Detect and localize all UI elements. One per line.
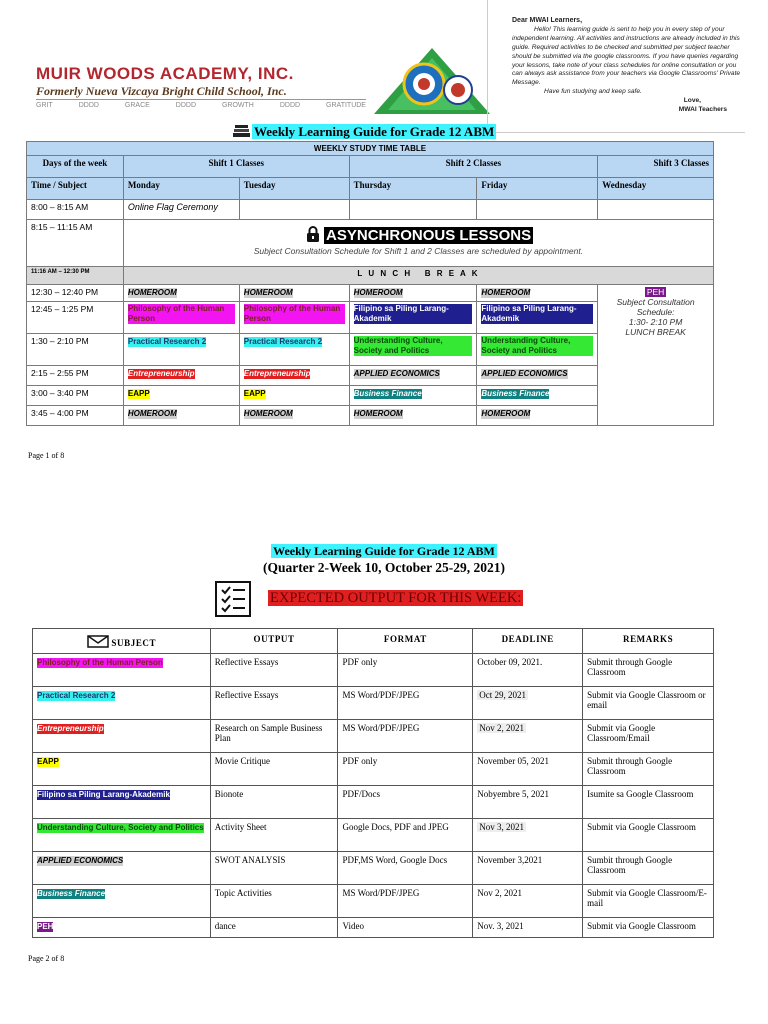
time-cell: 8:00 – 8:15 AM [27, 200, 124, 220]
letter-greeting: Dear MWAI Learners, [512, 17, 583, 24]
subject-cell: Filipino sa Piling Larang-Akademik [354, 304, 473, 324]
table-row [33, 885, 714, 918]
format-cell: MS Word/PDF/JPEG [338, 885, 473, 918]
time-cell: 3:00 – 3:40 PM [27, 386, 124, 406]
days-label: Days of the week [27, 156, 124, 178]
checklist-icon [214, 580, 252, 618]
subject-cell: Practical Research 2 [127, 337, 207, 346]
remarks-cell: Submit through Google Classroom [583, 753, 714, 786]
thursday-header: Thursday [349, 178, 477, 200]
remarks-cell: Submit via Google Classroom/E-mail [583, 885, 714, 918]
lunch-break-cell: L U N C H B R E A K [123, 267, 713, 285]
remarks-cell: Isumite sa Google Classroom [583, 786, 714, 819]
value-arrow: DDDD [175, 102, 197, 109]
wednesday-header: Wednesday [598, 178, 714, 200]
output-cell: Movie Critique [210, 753, 338, 786]
shift3-header: Shift 3 Classes [598, 156, 714, 178]
table-row [33, 918, 714, 938]
value-item: GRIT [36, 102, 53, 109]
remarks-cell: Submit through Google Classroom [583, 654, 714, 687]
page-1-label: Page 1 of 8 [28, 451, 65, 460]
page2-subtitle: (Quarter 2-Week 10, October 25-29, 2021) [262, 560, 506, 575]
subject-cell: HOMEROOM [353, 288, 403, 297]
subject-cell: Entrepreneurship [127, 369, 195, 378]
peh-label: PEH [646, 287, 665, 297]
subject-cell: Business Finance [353, 389, 422, 398]
table-row [33, 753, 714, 786]
subject-cell: HOMEROOM [243, 288, 293, 297]
letter-closing: Have fun studying and keep safe. [544, 88, 642, 96]
subject-cell: EAPP [37, 757, 59, 766]
subject-cell: Philosophy of the Human Person [37, 658, 163, 667]
school-logos-graphic [368, 44, 496, 116]
remarks-cell: Submit via Google Classroom [583, 819, 714, 852]
subject-cell: HOMEROOM [481, 409, 531, 418]
peh-note: Subject Consultation Schedule: [616, 297, 695, 317]
subject-cell: HOMEROOM [127, 409, 177, 418]
output-cell: Reflective Essays [210, 654, 338, 687]
subject-cell: HOMEROOM [127, 288, 177, 297]
async-lessons-cell [123, 220, 713, 267]
table-row [33, 819, 714, 852]
header-rule [36, 99, 366, 100]
lock-icon [304, 225, 322, 243]
remarks-header: REMARKS [583, 629, 714, 654]
letter-love: Love, [683, 97, 701, 105]
subject-cell: Business Finance [481, 389, 550, 398]
school-name: MUIR WOODS ACADEMY, INC. [36, 64, 294, 83]
time-subject-header: Time / Subject [27, 178, 124, 200]
output-cell: Activity Sheet [210, 819, 338, 852]
deadline-cell: Oct 29, 2021 [479, 690, 527, 700]
expected-output-table [32, 628, 714, 938]
deadline-cell: November 05, 2021 [473, 753, 583, 786]
subject-cell: Filipino sa Piling Larang-Akademik [481, 304, 593, 324]
time-cell: 1:30 – 2:10 PM [27, 334, 124, 366]
page-2-label: Page 2 of 8 [28, 954, 65, 963]
deadline-cell: Nov 3, 2021 [479, 822, 525, 832]
flag-ceremony-cell: Online Flag Ceremony [123, 200, 239, 220]
letter-body: Hello! This learning guide is sent to help you in every step of your independent learning. All activities and instructions are already included in this guide. Required activities to be checked and submitted per subject teacher should be submitted via the google classrooms. If you have queries regarding your lessons, take note of your class schedules for online consultation or you can always ask assistance from your teachers via Google Classrooms' Private Message. [512, 25, 741, 87]
subject-cell: Filipino sa Piling Larang-Akademik [37, 790, 170, 799]
letter-to-learners [487, 0, 745, 133]
format-cell: Google Docs, PDF and JPEG [338, 819, 473, 852]
subject-cell: EAPP [127, 389, 150, 398]
subject-cell: APPLIED ECONOMICS [353, 369, 440, 378]
format-cell: PDF only [338, 753, 473, 786]
table-row [33, 654, 714, 687]
subject-cell: HOMEROOM [243, 409, 293, 418]
peh-time: 1:30- 2:10 PM [628, 317, 683, 327]
subject-cell: Philosophy of the Human Person [128, 304, 235, 324]
books-icon [232, 124, 252, 138]
deadline-cell: Nobyembre 5, 2021 [473, 786, 583, 819]
subject-cell: EAPP [243, 389, 266, 398]
subject-cell: Practical Research 2 [243, 337, 323, 346]
deadline-cell: Nov. 3, 2021 [473, 918, 583, 938]
school-former-name: Formerly Nueva Vizcaya Bright Child School, Inc. [36, 84, 287, 98]
subject-cell: Practical Research 2 [37, 691, 116, 700]
async-lessons-title: ASYNCHRONOUS LESSONS [326, 227, 532, 244]
peh-consultation-cell [598, 285, 714, 426]
friday-header: Friday [477, 178, 598, 200]
expected-output-heading: EXPECTED OUTPUT FOR THIS WEEK: [270, 590, 522, 606]
output-cell: SWOT ANALYSIS [210, 852, 338, 885]
async-note: Subject Consultation Schedule for Shift 1 and 2 Classes are scheduled by appointment. [253, 246, 584, 256]
time-cell: 3:45 – 4:00 PM [27, 406, 124, 426]
deadline-cell: Nov 2, 2021 [473, 885, 583, 918]
subject-cell: Understanding Culture, Society and Politics [481, 336, 593, 356]
table-row [33, 687, 714, 720]
shift1-header: Shift 1 Classes [123, 156, 349, 178]
format-cell: MS Word/PDF/JPEG [338, 687, 473, 720]
subject-cell: Understanding Culture, Society and Politics [354, 336, 473, 356]
value-item: GROWTH [221, 102, 254, 109]
output-cell: Research on Sample Business Plan [210, 720, 338, 753]
table-row [33, 720, 714, 753]
mail-icon [87, 634, 109, 648]
weekly-timetable [26, 141, 714, 426]
subject-cell: Philosophy of the Human Person [244, 304, 345, 324]
value-item: GRATITUDE [326, 102, 366, 109]
time-cell: 12:45 – 1:25 PM [27, 302, 124, 334]
deadline-cell: October 09, 2021. [473, 654, 583, 687]
tuesday-header: Tuesday [239, 178, 349, 200]
format-cell: MS Word/PDF/JPEG [338, 720, 473, 753]
value-arrow: DDDD [78, 102, 99, 109]
subject-cell: PEH [37, 922, 54, 931]
peh-lunch: LUNCH BREAK [625, 327, 686, 337]
shift2-header: Shift 2 Classes [349, 156, 598, 178]
time-cell: 8:15 – 11:15 AM [27, 220, 124, 267]
format-cell: PDF,MS Word, Google Docs [338, 852, 473, 885]
remarks-cell: Sumbit through Google Classroom [583, 852, 714, 885]
format-cell: PDF only [338, 654, 473, 687]
value-item: GRACE [124, 102, 150, 109]
page1-title: Weekly Learning Guide for Grade 12 ABM [232, 124, 496, 140]
format-header: FORMAT [338, 629, 473, 654]
subject-cell: APPLIED ECONOMICS [37, 856, 124, 865]
page2-title: Weekly Learning Guide for Grade 12 ABM [273, 544, 495, 558]
subject-cell: Business Finance [37, 889, 106, 898]
remarks-cell: Submit via Google Classroom/Email [583, 720, 714, 753]
time-cell: 12:30 – 12:40 PM [27, 285, 124, 302]
output-header: OUTPUT [210, 629, 338, 654]
subject-cell: HOMEROOM [481, 288, 531, 297]
subject-cell: APPLIED ECONOMICS [481, 369, 568, 378]
monday-header: Monday [123, 178, 239, 200]
subject-cell: HOMEROOM [353, 409, 403, 418]
remarks-cell: Submit via Google Classroom or email [583, 687, 714, 720]
format-cell: Video [338, 918, 473, 938]
output-cell: Reflective Essays [210, 687, 338, 720]
subject-cell: Entrepreneurship [37, 724, 104, 733]
timetable-title: WEEKLY STUDY TIME TABLE [27, 142, 714, 156]
deadline-cell: November 3,2021 [473, 852, 583, 885]
deadline-cell: Nov 2, 2021 [479, 723, 525, 733]
output-cell: Bionote [210, 786, 338, 819]
letter-signature: MWAI Teachers [678, 106, 727, 114]
format-cell: PDF/Docs [338, 786, 473, 819]
output-cell: dance [210, 918, 338, 938]
subject-cell: Entrepreneurship [243, 369, 311, 378]
output-cell: Topic Activities [210, 885, 338, 918]
table-row [33, 852, 714, 885]
subject-cell: Understanding Culture, Society and Politics [37, 823, 204, 832]
subject-header: SUBJECT [33, 629, 211, 654]
time-cell: 2:15 – 2:55 PM [27, 366, 124, 386]
lunch-time-cell: 11:16 AM – 12:30 PM [27, 267, 124, 285]
table-row [33, 786, 714, 819]
core-values-row [36, 102, 366, 109]
value-arrow: DDDD [279, 102, 301, 109]
remarks-cell: Submit via Google Classroom [583, 918, 714, 938]
deadline-header: DEADLINE [473, 629, 583, 654]
